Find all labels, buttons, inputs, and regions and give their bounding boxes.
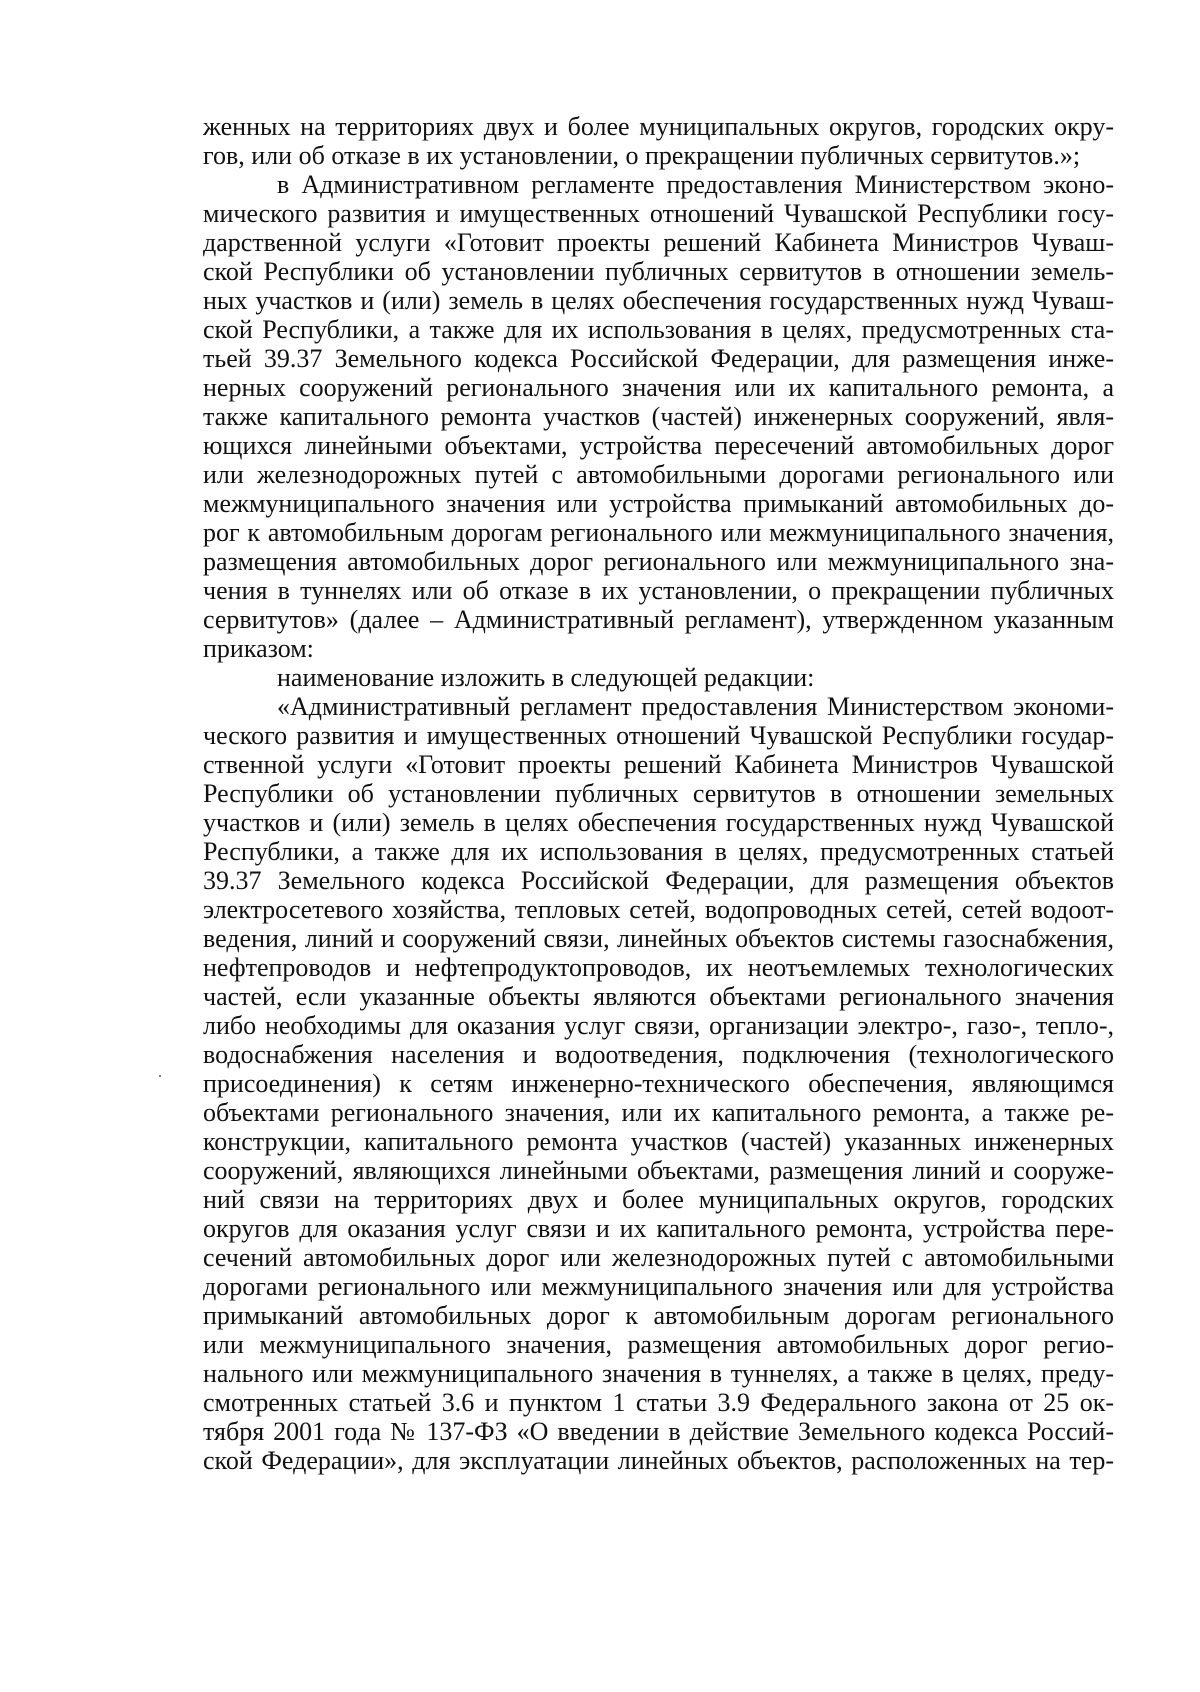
text-line: сечений автомобильных дорог или железнодорожных путей с автомобильными [203,1243,1114,1272]
text-line: размещения автомобильных дорог регионального или межмуниципального зна- [203,547,1114,576]
text-line: ющихся линейными объектами, устройства пересечений автомобильных дорог [203,431,1114,460]
text-line: приказом: [203,634,314,663]
text-line: рог к автомобильным дорогам регионального или межмуниципального значения, [203,518,1114,547]
text-line: «Административный регламент предоставления Министерством экономи- [277,692,1114,721]
text-line: в Административном регламенте предоставления Министерством эконо- [277,170,1114,199]
text-line: ний связи на территориях двух и более муниципальных округов, городских [203,1185,1114,1214]
text-line: ственной услуги «Готовит проекты решений Кабинета Министров Чувашской [203,750,1114,779]
document-body [203,112,1114,1475]
text-line: ской Федерации», для эксплуатации линейных объектов, расположенных на тер- [203,1446,1114,1475]
text-line: ской Республики, а также для их использования в целях, предусмотренных ста- [203,315,1114,344]
text-line: нефтепроводов и нефтепродуктопроводов, их неотъемлемых технологических [203,953,1114,982]
text-line: женных на территориях двух и более муниципальных округов, городских окру- [203,112,1114,141]
text-line: наименование изложить в следующей редакции: [277,663,815,692]
text-line: также капитального ремонта участков (частей) инженерных сооружений, явля- [203,402,1114,431]
scan-speck [159,1075,161,1077]
text-line: примыканий автомобильных дорог к автомобильным дорогам регионального [203,1301,1114,1330]
text-line: Республики об установлении публичных сервитутов в отношении земельных [203,779,1114,808]
text-line: или межмуниципального значения, размещения автомобильных дорог регио- [203,1330,1114,1359]
text-line: электросетевого хозяйства, тепловых сетей, водопроводных сетей, сетей водоот- [203,895,1114,924]
text-line: нального или межмуниципального значения в туннелях, а также в целях, преду- [203,1359,1114,1388]
text-line: или железнодорожных путей с автомобильными дорогами регионального или [203,460,1114,489]
text-line: тября 2001 года № 137-ФЗ «О введении в действие Земельного кодекса Россий- [203,1417,1114,1446]
text-line: округов для оказания услуг связи и их капитального ремонта, устройства пере- [203,1214,1114,1243]
text-line: нерных сооружений регионального значения или их капитального ремонта, а [203,373,1114,402]
text-line: сервитутов» (далее – Административный регламент), утвержденном указанным [203,605,1114,634]
text-line: сооружений, являющихся линейными объектами, размещения линий и сооруже- [203,1156,1114,1185]
text-line: дорогами регионального или межмуниципального значения или для устройства [203,1272,1114,1301]
text-line: ведения, линий и сооружений связи, линейных объектов системы газоснабжения, [203,924,1114,953]
text-line: конструкции, капитального ремонта участков (частей) указанных инженерных [203,1127,1114,1156]
text-line: водоснабжения населения и водоотведения, подключения (технологического [203,1040,1114,1069]
text-line: либо необходимы для оказания услуг связи, организации электро-, газо-, тепло-, [203,1011,1114,1040]
text-line: дарственной услуги «Готовит проекты решений Кабинета Министров Чуваш- [203,228,1114,257]
text-line: 39.37 Земельного кодекса Российской Федерации, для размещения объектов [203,866,1114,895]
text-line: частей, если указанные объекты являются объектами регионального значения [203,982,1114,1011]
text-line: Республики, а также для их использования в целях, предусмотренных статьей [203,837,1114,866]
text-line: мического развития и имущественных отношений Чувашской Республики госу- [203,199,1114,228]
text-line: гов, или об отказе в их установлении, о прекращении публичных сервитутов.»; [203,141,1081,170]
text-line: присоединения) к сетям инженерно-технического обеспечения, являющимся [203,1069,1114,1098]
text-line: ческого развития и имущественных отношений Чувашской Республики государ- [203,721,1114,750]
text-line: участков и (или) земель в целях обеспечения государственных нужд Чувашской [203,808,1114,837]
text-line: межмуниципального значения или устройства примыканий автомобильных до- [203,489,1114,518]
text-line: смотренных статьей 3.6 и пунктом 1 статьи 3.9 Федерального закона от 25 ок- [203,1388,1114,1417]
text-line: ской Республики об установлении публичных сервитутов в отношении земель- [203,257,1114,286]
text-line: чения в туннелях или об отказе в их установлении, о прекращении публичных [203,576,1114,605]
text-line: объектами регионального значения, или их капитального ремонта, а также ре- [203,1098,1114,1127]
text-line: тьей 39.37 Земельного кодекса Российской Федерации, для размещения инже- [203,344,1114,373]
text-line: ных участков и (или) земель в целях обеспечения государственных нужд Чуваш- [203,286,1114,315]
